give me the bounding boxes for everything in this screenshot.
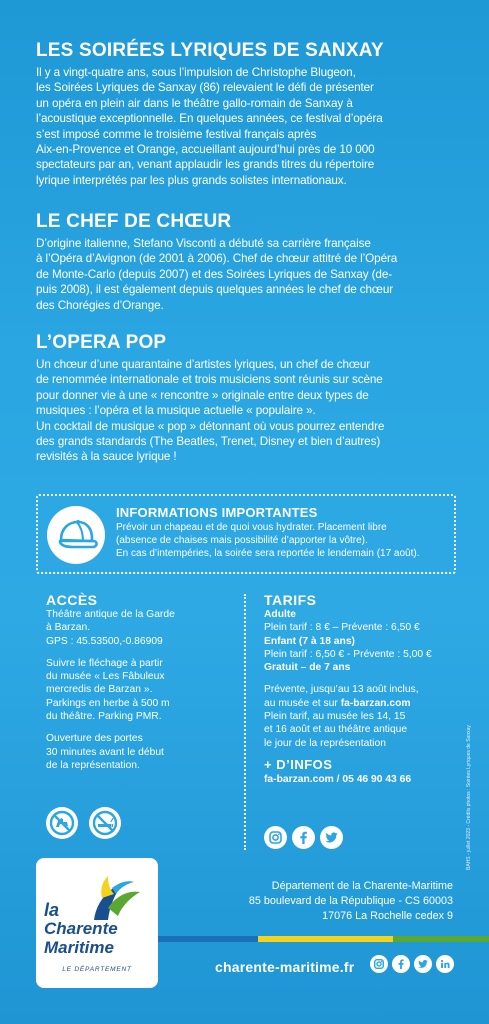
body-line: des Chorégies d’Orange. [36, 298, 164, 312]
info-line: Prévoir un chapeau et de quoi vous hydrater. Placement libre [116, 522, 387, 533]
gratuit-label: Gratuit – de 7 ans [264, 662, 351, 674]
body-line: l’acoustique exceptionnelle. En quelques années, ce festival d’opéra [36, 112, 383, 126]
info-text [116, 521, 446, 560]
body-line: des grands standards (The Beatles, Trenet, Disney et bien d’autres) [36, 435, 381, 449]
footer-address [249, 879, 453, 924]
section-title: LE CHEF DE CHŒUR [36, 211, 232, 232]
website-link[interactable]: charente-maritime.fr [215, 959, 355, 975]
acces-location [46, 608, 221, 648]
stripe-yellow [258, 936, 393, 942]
body-line: Un chœur d’une quarantaine d’artistes lyriques, un chef de chœur [36, 358, 371, 371]
section-opera-pop [36, 332, 456, 465]
plein-line: Plein tarif, au musée les 14, 15 [264, 711, 406, 723]
column-divider [244, 594, 246, 850]
body-line: à l’Opéra d’Avignon (de 2001 à 2006). Chef de chœur attitré de l’Opéra [36, 252, 398, 266]
body-line: pour donner vie à une « rencontre » originale entre deux types de [36, 388, 369, 402]
body-line: Il y a vingt-quatre ans, sous l’impulsion de Christophe Blugeon, [36, 66, 356, 79]
plein-line: et 16 août et au théâtre antique [264, 724, 408, 736]
acces-line: 30 minutes avant le début [46, 746, 164, 758]
info-title: INFORMATIONS IMPORTANTES [116, 505, 318, 520]
info-line: (absence de chaises mais possibilité d’apporter la vôtre). [116, 535, 368, 546]
section-body [36, 236, 456, 313]
tarifs-prices [264, 608, 459, 674]
body-line: Aix-en-Provence et Orange, accueillant aujourd’hui près de 10 000 [36, 143, 375, 157]
section-title: L’OPERA POP [36, 332, 167, 353]
section-title: LES SOIRÉES LYRIQUES DE SANXAY [36, 40, 384, 61]
acces-line: GPS : 45.53500,-0.86909 [46, 635, 163, 647]
twitter-icon[interactable] [414, 955, 432, 973]
tarifs-sales [264, 683, 459, 749]
acces-line: mercredis de Barzan ». [46, 684, 153, 696]
body-line: de Monte-Carlo (depuis 2007) et des Soirées Lyriques de Sanxay (de- [36, 267, 393, 281]
adulte-label: Adulte [264, 609, 297, 620]
plein-line: le jour de la représentation [264, 737, 386, 749]
department-logo[interactable] [36, 858, 158, 988]
body-line: s’est imposé comme le troisième festival français après [36, 127, 317, 141]
prevente-text: au musée et sur [264, 697, 341, 709]
body-line: D’origine italienne, Stefano Visconti a débuté sa carrière française [36, 237, 371, 250]
logo-word-maritime: Maritime [44, 938, 114, 957]
body-line: spectateurs par an, venant applaudir les grands titres du répertoire [36, 158, 375, 172]
important-info-box [36, 494, 456, 574]
no-smoking-icon [89, 807, 121, 839]
stripe-green [393, 936, 489, 942]
color-stripes [158, 936, 489, 942]
acces-line: Parkings en herbe à 500 m [46, 697, 170, 709]
facebook-icon[interactable] [292, 826, 315, 849]
section-chef-de-choeur [36, 211, 456, 313]
acces-line: du théâtre. Parking PMR. [46, 711, 162, 723]
body-line: revisités à la sauce lyrique ! [36, 450, 177, 464]
acces-line: du musée « Les Fâbuleux [46, 671, 165, 683]
adulte-price: Plein tarif : 8 € – Prévente : 6,50 € [264, 622, 420, 634]
stripe-blue [158, 936, 258, 942]
instagram-icon[interactable] [370, 955, 388, 973]
logo-word-la: la [44, 900, 60, 920]
acces-line: de la représentation. [46, 759, 140, 771]
address-line: Département de la Charente-Maritime [271, 880, 453, 892]
section-body [36, 65, 456, 188]
section-soirees-lyriques [36, 40, 456, 188]
prevente-line [264, 697, 459, 710]
acces-opening [46, 732, 221, 772]
infos-title: + D’INFOS [264, 756, 333, 772]
prevente-line: Prévente, jusqu’au 13 août inclus, [264, 684, 419, 696]
acces-column [46, 592, 221, 772]
section-body [36, 357, 456, 465]
body-line: les Soirées Lyriques de Sanxay (86) relevaient le défi de présenter [36, 81, 374, 95]
enfant-price: Plein tarif : 6,50 € - Prévente : 5,00 € [264, 648, 432, 660]
acces-line: Théâtre antique de la Garde [46, 609, 175, 620]
acces-title: ACCÈS [46, 592, 98, 608]
photo-credit: BAHS - juillet 2023 - Crédits photos : Soirées Lyriques de Sanxay [466, 725, 472, 870]
acces-directions [46, 657, 221, 723]
twitter-icon[interactable] [320, 826, 343, 849]
logo-word-charente: Charente [44, 919, 118, 938]
address-line: 85 boulevard de la République - CS 60003 [248, 895, 453, 907]
logo-subtitle: LE DÉPARTEMENT [62, 966, 132, 973]
cap-icon [47, 506, 105, 564]
linkedin-icon[interactable] [436, 955, 454, 973]
body-line: lyrique interprétés par les plus grands solistes internationaux. [36, 173, 347, 187]
instagram-icon[interactable] [264, 826, 287, 849]
infos-contact[interactable]: fa-barzan.com / 05 46 90 43 66 [264, 773, 412, 785]
acces-line: Suivre le fléchage à partir [46, 657, 163, 669]
acces-line: Ouverture des portes [46, 733, 143, 745]
enfant-label: Enfant (7 à 18 ans) [264, 635, 355, 647]
tarifs-column [264, 592, 459, 786]
acces-line: à Barzan. [46, 622, 91, 634]
body-line: puis 2008), il est également depuis quelques années le chef de chœur [36, 283, 394, 297]
body-line: musiques : l’opéra et la musique actuelle « populaire ». [36, 404, 316, 418]
barzan-link[interactable]: fa-barzan.com [340, 697, 411, 709]
body-line: de renommée internationale et trois musiciens sont réunis sur scène [36, 373, 383, 387]
info-line: En cas d’intempéries, la soirée sera reportée le lendemain (17 août). [116, 548, 420, 559]
no-dogs-icon [46, 807, 78, 839]
facebook-icon[interactable] [392, 955, 410, 973]
body-line: un opéra en plein air dans le théâtre gallo-romain de Sanxay à [36, 96, 353, 110]
address-line: 17076 La Rochelle cedex 9 [322, 910, 453, 922]
body-line: Un cocktail de musique « pop » détonnant où vous pourrez entendre [36, 419, 385, 433]
tarifs-title: TARIFS [264, 592, 317, 608]
